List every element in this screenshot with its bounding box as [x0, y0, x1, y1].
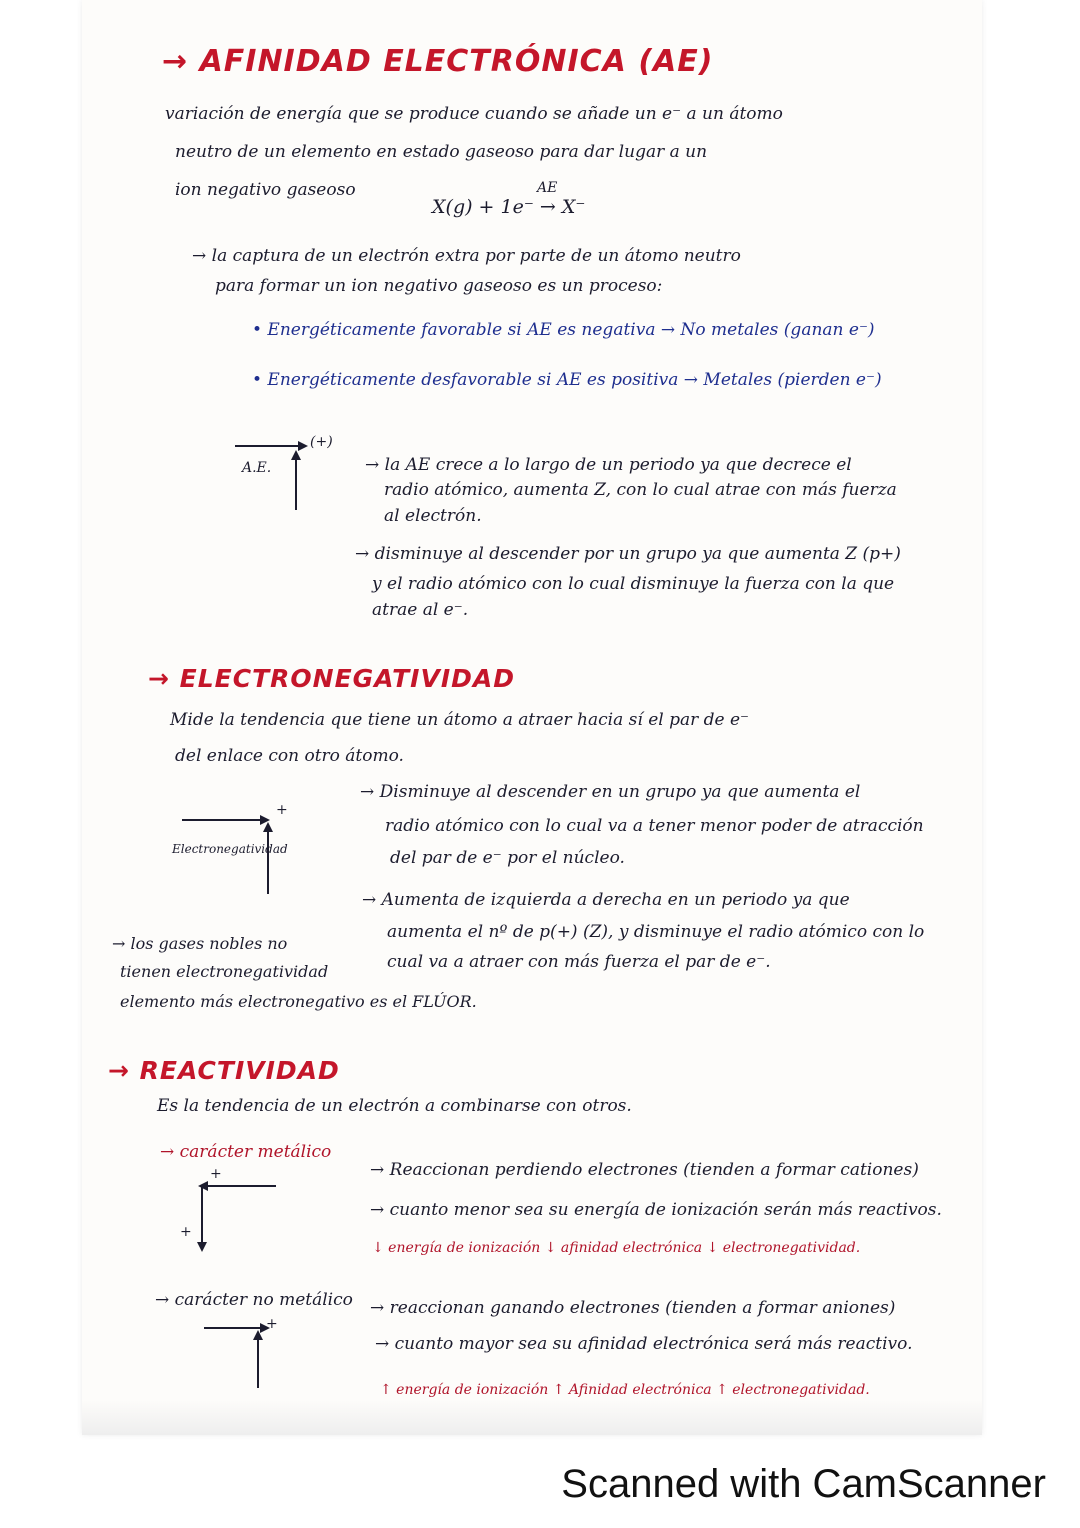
ae-trend-1-line-2: radio atómico, aumenta Z, con lo cual atrae con más fuerza	[384, 480, 897, 500]
en-trend-2-line-1: → Aumenta de izquierda a derecha en un periodo ya que	[362, 890, 850, 910]
re-metal-line-2: → cuanto menor sea su energía de ionización serán más reactivos.	[370, 1200, 942, 1220]
re-metal-line-1: → Reaccionan perdiendo electrones (tienden a formar cationes)	[370, 1160, 919, 1180]
en-trend-2-line-2: aumenta el nº de p(+) (Z), y disminuye el radio atómico con lo	[387, 922, 925, 942]
re-nonmetal-line-1: → reaccionan ganando electrones (tienden a formar aniones)	[370, 1298, 896, 1318]
ae-trend-1-line-1: → la AE crece a lo largo de un periodo ya que decrece el	[365, 455, 852, 475]
ae-definition-line-3: ion negativo gaseoso	[175, 180, 356, 200]
en-note-line-1: → los gases nobles no	[112, 934, 288, 953]
en-definition-line-2: del enlace con otro átomo.	[175, 746, 404, 766]
ae-trend-2-line-2: y el radio atómico con lo cual disminuye la fuerza con la que	[372, 574, 895, 594]
re-metal-title: → carácter metálico	[160, 1142, 332, 1162]
section-title-ae: → AFINIDAD ELECTRÓNICA (AE)	[162, 44, 714, 79]
ae-definition-line-1: variación de energía que se produce cuando se añade un e⁻ a un átomo	[165, 104, 783, 124]
re-nonmetal-line-3: ↑ energía de ionización ↑ Afinidad electrónica ↑ electronegatividad.	[380, 1382, 870, 1398]
ae-equation-label: AE	[537, 180, 558, 196]
re-definition: Es la tendencia de un electrón a combinarse con otros.	[157, 1096, 632, 1116]
en-note-line-2: tienen electronegatividad	[120, 962, 329, 981]
en-axis-label: Electronegatividad	[172, 842, 288, 856]
camscanner-footer: Scanned with CamScanner	[561, 1462, 1046, 1506]
ae-axis-plus: (+)	[310, 434, 333, 450]
ae-bullet-favorable: • Energéticamente favorable si AE es negativa → No metales (ganan e⁻)	[252, 320, 875, 340]
ae-capture-line-1: → la captura de un electrón extra por parte de un átomo neutro	[192, 246, 741, 266]
en-note-line-3: elemento más electronegativo es el FLÚOR.	[120, 992, 477, 1011]
re-nonmetal-line-2: → cuanto mayor sea su afinidad electrónica será más reactivo.	[375, 1334, 913, 1354]
re-nonmetal-title: → carácter no metálico	[155, 1290, 353, 1310]
ae-axis-label: A.E.	[242, 460, 272, 476]
section-title-re: → REACTIVIDAD	[108, 1056, 340, 1085]
en-trend-1-line-1: → Disminuye al descender en un grupo ya que aumenta el	[360, 782, 861, 802]
ae-definition-line-2: neutro de un elemento en estado gaseoso para dar lugar a un	[175, 142, 708, 162]
section-title-en: → ELECTRONEGATIVIDAD	[148, 664, 515, 693]
en-axis-plus: +	[276, 802, 288, 818]
ae-trend-1-line-3: al electrón.	[384, 506, 482, 526]
re-metal-plus-left: +	[180, 1224, 192, 1240]
ae-trend-axes	[230, 436, 310, 516]
en-trend-1-line-3: del par de e⁻ por el núcleo.	[390, 848, 625, 868]
re-nonmetal-plus: +	[266, 1316, 278, 1332]
ae-trend-2-line-3: atrae al e⁻.	[372, 600, 469, 620]
re-metal-line-3: ↓ energía de ionización ↓ afinidad electrónica ↓ electronegatividad.	[372, 1240, 861, 1256]
ae-equation: X(g) + 1e⁻ → X⁻	[432, 196, 586, 218]
ae-bullet-unfavorable: • Energéticamente desfavorable si AE es positiva → Metales (pierden e⁻)	[252, 370, 882, 390]
en-trend-1-line-2: radio atómico con lo cual va a tener menor poder de atracción	[385, 816, 924, 836]
re-metal-axes	[186, 1172, 286, 1262]
ae-trend-2-line-1: → disminuye al descender por un grupo ya que aumenta Z (p+)	[355, 544, 901, 564]
en-definition-line-1: Mide la tendencia que tiene un átomo a atraer hacia sí el par de e⁻	[170, 710, 750, 730]
en-trend-2-line-3: cual va a atraer con más fuerza el par de e⁻.	[387, 952, 771, 972]
ae-capture-line-2: para formar un ion negativo gaseoso es un proceso:	[215, 276, 663, 296]
re-metal-plus-top: +	[210, 1166, 222, 1182]
page-shadow	[82, 1400, 982, 1435]
